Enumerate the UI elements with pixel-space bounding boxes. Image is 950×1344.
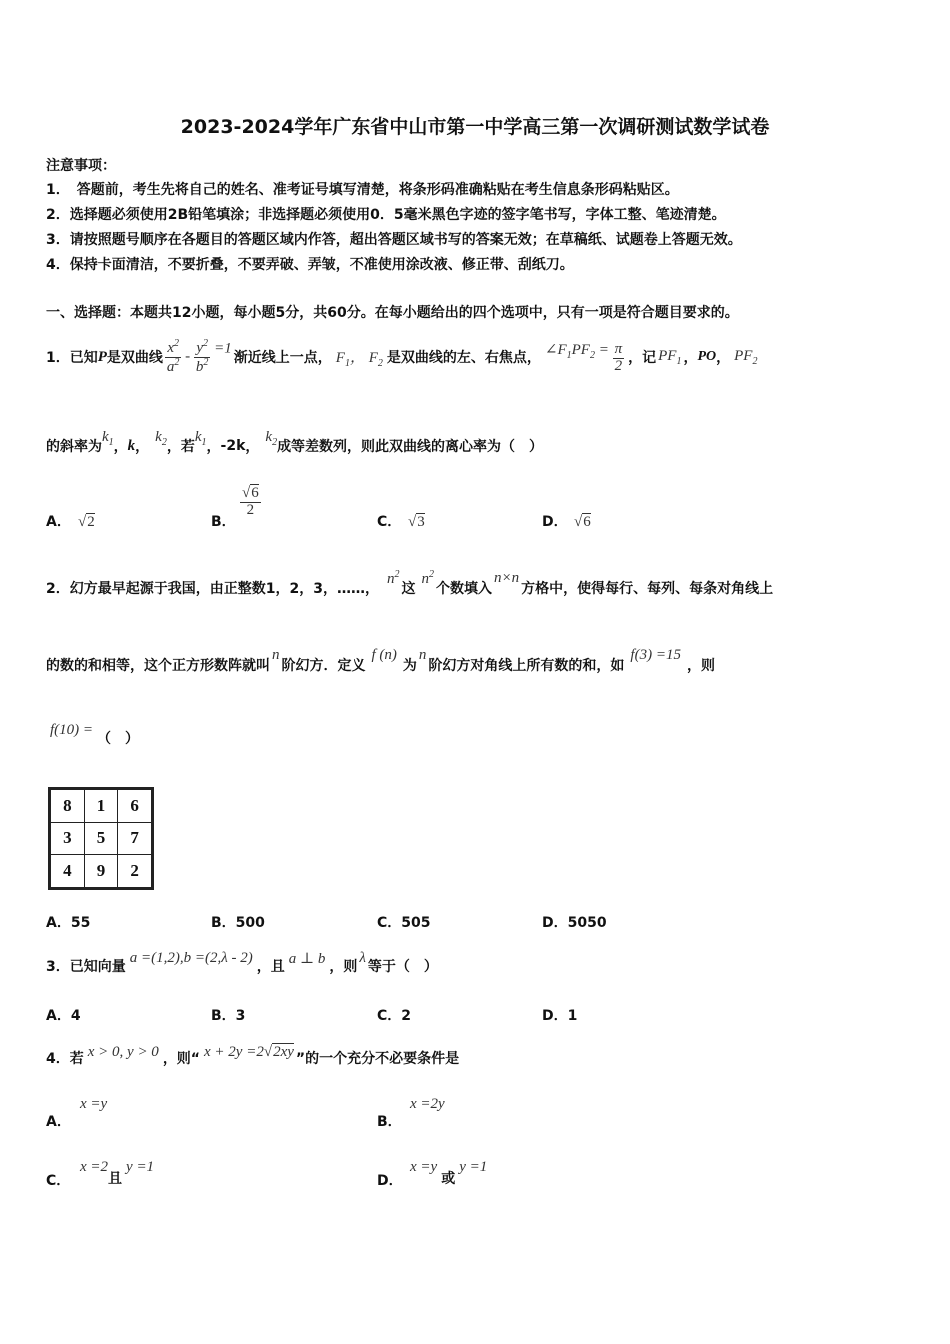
question-4 (46, 1040, 459, 1076)
magic-square-cell: 1 (84, 790, 118, 823)
q1-option-d-label[interactable]: D． (542, 514, 568, 530)
q2-n-squared: $n^2$ (421, 568, 434, 587)
q2-text: 的数的和相等，这个正方形数阵就叫 (46, 658, 270, 674)
notice-item-1: 1． 答题前，考生先将自己的姓名、准考证号填写清楚，将条形码准确粘贴在考生信息条形码粘贴区。 (46, 182, 679, 198)
q2-option-b[interactable]: B．500 (211, 915, 265, 931)
q1-text: ，记 (628, 350, 657, 366)
q1-pf1: $PF_1$ (658, 347, 682, 367)
q4-option-a-value: x =y (80, 1096, 108, 1112)
q1-text: 是双曲线的左、右焦点， (386, 350, 541, 366)
q2-option-d[interactable]: D．5050 (542, 915, 607, 931)
q2-f10: f(10) = (50, 721, 94, 738)
q1-hyperbola-equation: $\frac{x^2}{a^2}$ - $\frac{y^2}{b^2}$ =1 (166, 337, 232, 375)
question-2-line-3 (50, 718, 139, 758)
q2-text: 2．幻方最早起源于我国，由正整数1，2，3，……， (46, 581, 379, 597)
q4-option-b-value: x =2y (410, 1096, 445, 1112)
q1-text: 1．已知 (46, 350, 98, 366)
q1-minus-2k: -2k (220, 438, 246, 454)
q1-k2: $k_2$ (155, 428, 167, 448)
q2-text: 方格中，使得每行、每列、每条对角线上 (521, 581, 774, 597)
q3-text: ，则 (329, 959, 358, 975)
q3-lambda: λ (359, 949, 366, 966)
q2-n-squared: $n^2$ (386, 568, 400, 587)
q2-text: 这 (401, 581, 416, 597)
q3-vectors: a =(1,2),b =(2,λ - 2) (129, 949, 253, 966)
q2-text: 阶幻方对角线上所有数的和，如 (428, 658, 625, 674)
q2-text: ，则 (686, 658, 715, 674)
q2-option-c[interactable]: C．505 (377, 915, 431, 931)
magic-square-cell: 6 (118, 790, 152, 823)
q4-option-c-label[interactable]: C． (46, 1173, 71, 1189)
q2-text: （ ） (97, 731, 140, 747)
q1-option-b-value: $\frac{√6}{2}$ (242, 485, 259, 518)
q4-option-c-value: x =2且y =1 (80, 1159, 155, 1187)
q3-option-b[interactable]: B．3 (211, 1008, 246, 1024)
magic-square-cell: 4 (51, 855, 85, 888)
q1-option-a-label[interactable]: A． (46, 514, 71, 530)
magic-square-cell: 3 (51, 822, 85, 855)
q1-option-c-value: √3 (408, 514, 425, 530)
q1-text: 成等差数列，则此双曲线的离心率为（ ） (277, 439, 544, 455)
magic-square-cell: 2 (118, 855, 152, 888)
q4-option-a-label[interactable]: A． (46, 1114, 71, 1130)
q1-option-b-label[interactable]: B． (211, 514, 236, 530)
notice-item-2: 2．选择题必须使用2B铅笔填涂；非选择题必须使用0．5毫米黑色字迹的签字笔书写，字体工整、笔迹清楚。 (46, 207, 726, 223)
q3-text: 3．已知向量 (46, 959, 126, 975)
q3-perpendicular: a ⊥ b (288, 950, 326, 967)
notice-heading: 注意事项： (46, 158, 116, 174)
q4-option-b-label[interactable]: B． (377, 1114, 402, 1130)
q4-equation: x + 2y =2√2xy (204, 1043, 294, 1060)
q3-text: 等于（ ） (367, 959, 438, 975)
q4-condition: x > 0, y > 0 (87, 1043, 159, 1060)
q1-text: 是双曲线 (106, 350, 163, 366)
q1-angle: $\angle F_1PF_2$ = $\frac{\pi}{2}$ (544, 340, 623, 374)
magic-square-cell: 8 (51, 790, 85, 823)
q2-option-a[interactable]: A．55 (46, 915, 91, 931)
magic-square-cell: 5 (84, 822, 118, 855)
q1-option-d-value: √6 (574, 514, 591, 530)
section-heading: 一、选择题：本题共12小题，每小题5分，共60分。在每小题给出的四个选项中，只有一项是符合题目要求的。 (46, 305, 739, 321)
magic-square-cell: 9 (84, 855, 118, 888)
q3-option-c[interactable]: C．2 (377, 1008, 412, 1024)
q1-k1: $k_1$ (194, 428, 207, 448)
q4-option-d-label[interactable]: D． (377, 1173, 403, 1189)
q1-option-a-value: √2 (78, 514, 95, 530)
notice-item-3: 3．请按照题号顺序在各题目的答题区域内作答，超出答题区域书写的答案无效；在草稿纸、试题卷上答题无效。 (46, 232, 742, 248)
question-2-line-2 (46, 645, 715, 685)
q1-pf2: $PF_2$ (734, 347, 758, 367)
q1-text: ，若 (166, 439, 195, 455)
q2-f3-example: f(3) =15 (630, 646, 681, 663)
q4-text: ”的一个充分不必要条件是 (295, 1051, 460, 1067)
q1-k2: $k_2$ (265, 428, 278, 448)
q2-n: n (418, 646, 427, 663)
q2-text: 个数填入 (435, 581, 492, 597)
q1-k1: $k_1$ (102, 428, 114, 448)
q4-option-d-value: x =y或y =1 (410, 1159, 488, 1187)
q4-text: ，则“ (162, 1051, 201, 1067)
q1-foci: $F_1$， $F_2$ (335, 349, 383, 369)
q1-point-p: P (97, 348, 107, 365)
q3-option-a[interactable]: A．4 (46, 1008, 81, 1024)
q4-text: 4．若 (46, 1051, 84, 1067)
q3-option-d[interactable]: D．1 (542, 1008, 578, 1024)
q2-fn: f (n) (371, 646, 397, 663)
question-1-line-1: 1．已知 P 是双曲线 $\frac{x^2}{a^2}$ - $\frac{y^2}{b^2}$ =1 渐近线上一点， $F_1$， $F_2$ 是双曲线的左、右焦点， $\angle F_1PF_2$ = $\frac{\pi}{2}$ ，记 $PF_1$ ， PO ， $PF_2$ (46, 337, 758, 375)
q1-text: 的斜率为 (46, 439, 102, 455)
question-1-line-2: 的斜率为 $k_1$ ， k ， $k_2$ ，若 $k_1$ ， -2k ， $k_2$ 成等差数列，则此双曲线的离心率为（ ） (46, 428, 544, 455)
magic-square-figure (48, 787, 154, 890)
q1-text: 渐近线上一点， (233, 350, 332, 366)
q2-n-by-n: n×n (493, 569, 520, 586)
q1-k: k (127, 437, 136, 454)
q2-text: 阶幻方．定义 (281, 658, 366, 674)
page-title: 2023-2024学年广东省中山市第一中学高三第一次调研测试数学试卷 (180, 116, 770, 138)
q1-option-c-label[interactable]: C． (377, 514, 402, 530)
q1-po: PO (697, 349, 717, 364)
q2-text: 为 (402, 658, 417, 674)
question-3 (46, 948, 438, 984)
magic-square-cell: 7 (118, 822, 152, 855)
q2-n: n (272, 646, 280, 663)
notice-item-4: 4．保持卡面清洁，不要折叠，不要弄破、弄皱，不准使用涂改液、修正带、刮纸刀。 (46, 257, 574, 273)
question-2-line-1 (46, 568, 773, 608)
q3-text: ，且 (256, 959, 285, 975)
